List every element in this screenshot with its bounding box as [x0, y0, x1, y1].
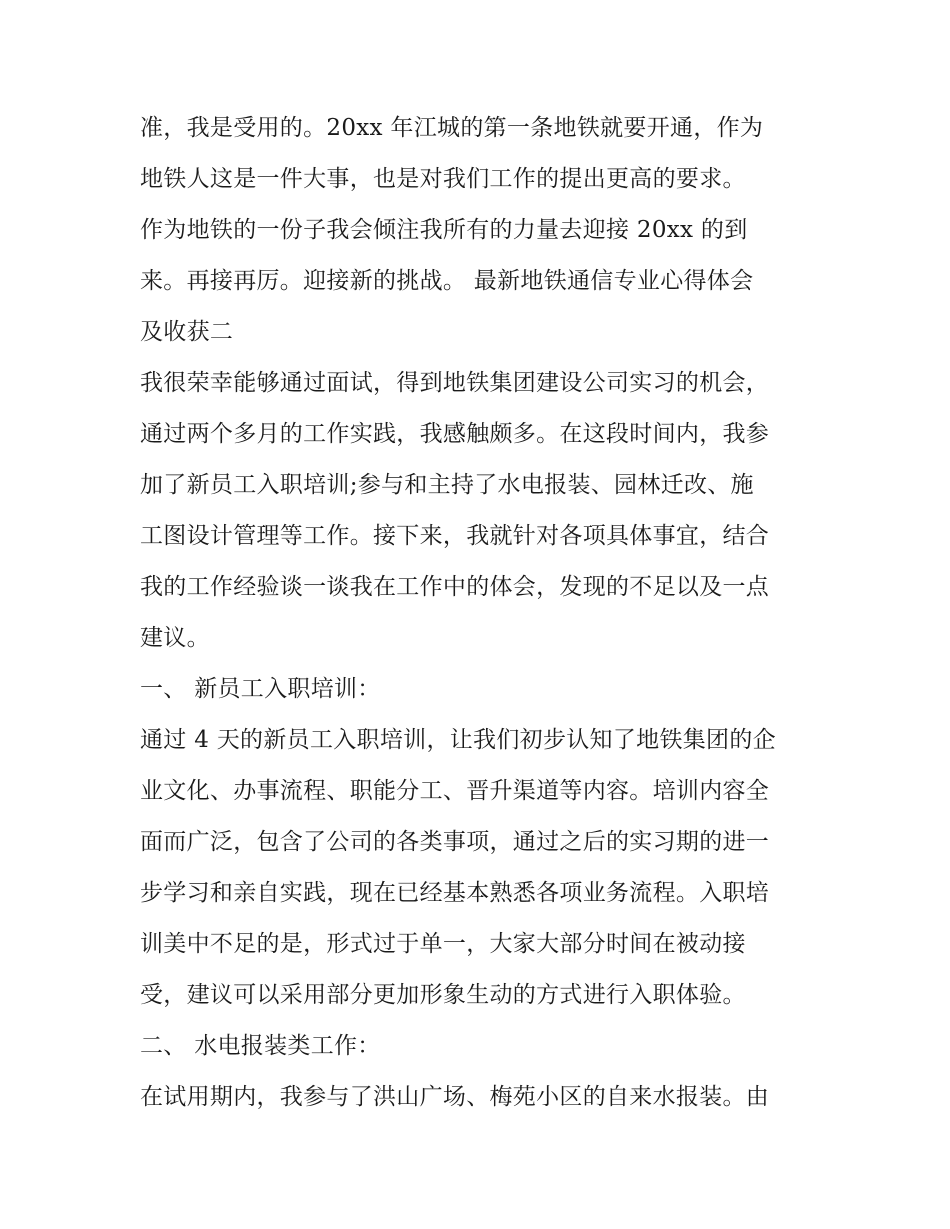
- text-line: 来。再接再厉。迎接新的挑战。 最新地铁通信专业心得体会: [140, 268, 754, 294]
- text-line: 受，建议可以采用部分更加形象生动的方式进行入职体验。: [140, 982, 746, 1008]
- text-line: 地铁人这是一件大事，也是对我们工作的提出更高的要求。: [140, 166, 746, 192]
- text-line: 我的工作经验谈一谈我在工作中的体会，发现的不足以及一点: [140, 574, 770, 600]
- document-body: [140, 103, 820, 1123]
- text-line: 及收获二: [140, 319, 234, 345]
- text-line: 在试用期内，我参与了洪山广场、梅苑小区的自来水报装。由: [140, 1084, 770, 1110]
- text-line: 加了新员工入职培训;参与和主持了水电报装、园林迁改、施: [140, 472, 754, 498]
- section-heading: 一、 新员工入职培训：: [140, 676, 381, 702]
- text-line: 通过 4 天的新员工入职培训，让我们初步认知了地铁集团的企: [140, 727, 776, 753]
- text-line: 建议。: [140, 625, 210, 651]
- text-line: 工图设计管理等工作。接下来，我就针对各项具体事宜，结合: [140, 523, 770, 549]
- text-line: 面而广泛，包含了公司的各类事项，通过之后的实习期的进一: [140, 829, 770, 855]
- text-line: 准，我是受用的。20xx 年江城的第一条地铁就要开通，作为: [140, 115, 764, 141]
- section-heading: 二、 水电报装类工作：: [140, 1033, 381, 1059]
- text-line: 训美中不足的是，形式过于单一，大家大部分时间在被动接: [140, 931, 746, 957]
- text-line: 我很荣幸能够通过面试，得到地铁集团建设公司实习的机会，: [140, 370, 770, 396]
- text-line: 通过两个多月的工作实践，我感触颇多。在这段时间内，我参: [140, 421, 770, 447]
- text-line: 业文化、办事流程、职能分工、晋升渠道等内容。培训内容全: [140, 778, 770, 804]
- text-line: 步学习和亲自实践，现在已经基本熟悉各项业务流程。入职培: [140, 880, 770, 906]
- text-line: 作为地铁的一份子我会倾注我所有的力量去迎接 20xx 的到: [140, 217, 748, 243]
